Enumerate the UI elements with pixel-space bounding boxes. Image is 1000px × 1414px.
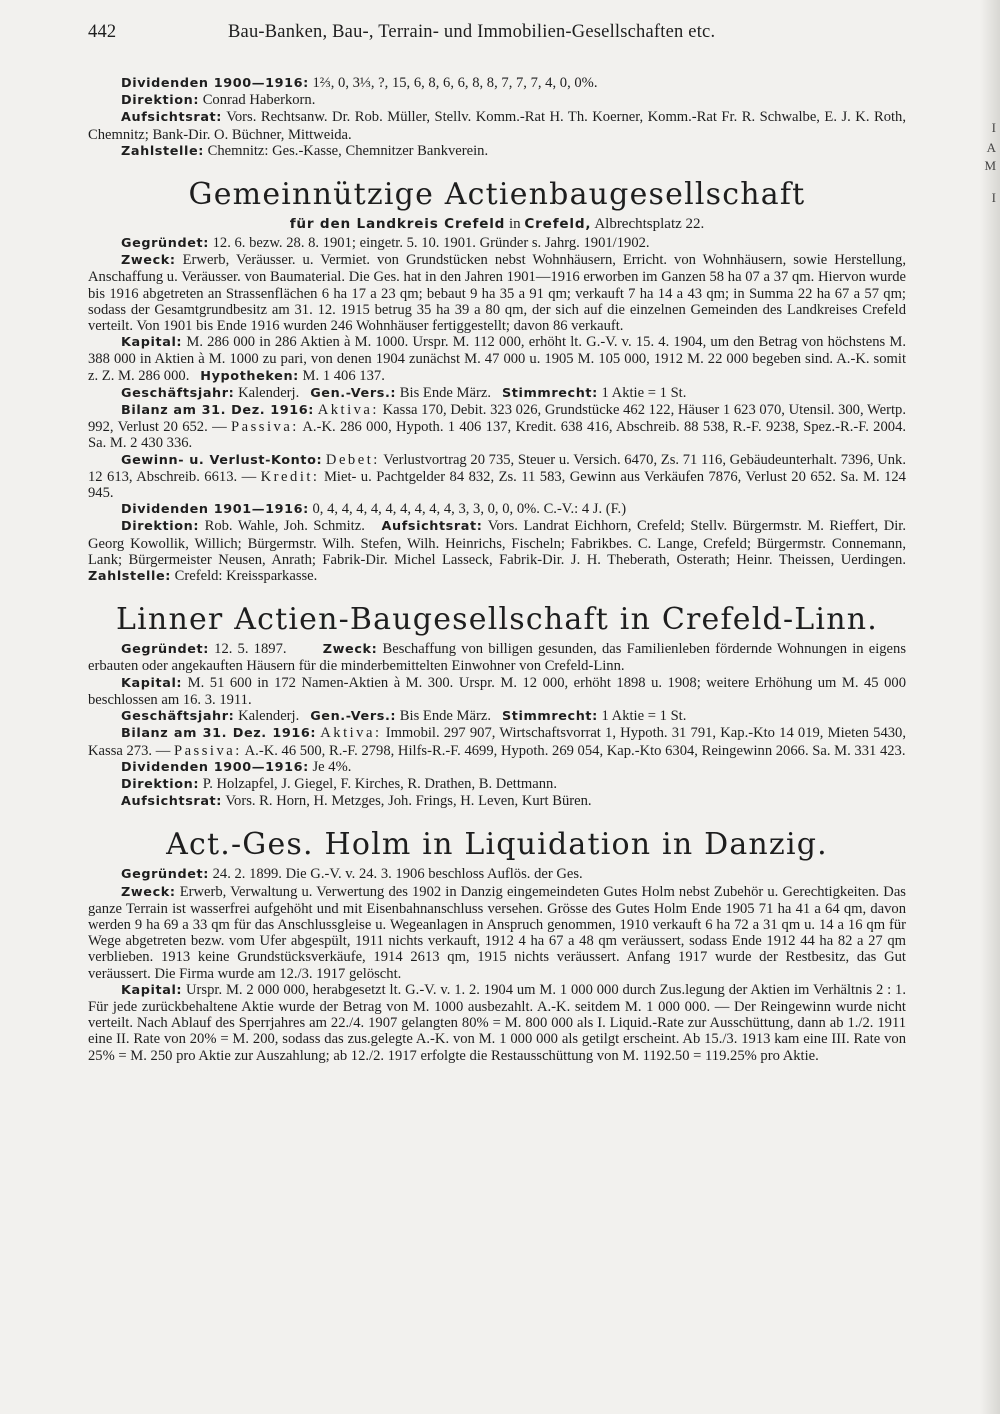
company-entry-holm — [88, 828, 906, 1063]
company-title: Act.-Ges. Holm in Liquidation in Danzig. — [166, 827, 828, 863]
direktion-line: Direktion: Conrad Haberkorn. — [121, 92, 316, 109]
page-header — [88, 22, 906, 43]
running-title: Bau-Banken, Bau-, Terrain- und Immobilien-Gesellschaften etc. — [228, 22, 716, 42]
company-entry-crefeld — [88, 178, 906, 585]
company-title: Linner Actien-Baugesellschaft in Crefeld-Linn. — [116, 602, 878, 638]
edge-letter: I — [991, 190, 996, 205]
company-title: Gemeinnützige Actienbaugesellschaft — [188, 177, 806, 213]
aufsichtsrat-line: Aufsichtsrat: Vors. R. Horn, H. Metzges, Joh. Frings, H. Leven, Kurt Büren. — [121, 793, 592, 810]
edge-letter: A — [986, 140, 996, 155]
previous-company-tail — [88, 75, 906, 160]
aufsichtsrat-para: Aufsichtsrat: Vors. Rechtsanw. Dr. Rob. Müller, Stellv. Komm.-Rat H. Th. Koerner, Komm.-Rat Fr. R. Schwalbe, E. J. K. Roth, Chemnitz; Bank-Dir. O. Büchner, Mittweida. — [88, 109, 906, 143]
company-subtitle: für den Landkreis Crefeld in Crefeld, Albrechtsplatz 22. — [289, 216, 705, 233]
bilanz-para: Bilanz am 31. Dez. 1916: Aktiva: Kassa 170, Debit. 323 026, Grundstücke 462 122, Häuser 1 623 070, Utensil. 300, Wertp. 992, Verlust 20 652. — Passiva: A.-K. 286 000, Hypoth. 1 406 137, Kredit. 638 416, Abschreib. 88 538, R.-F. 9238, Spez.-R.-F. 2004. Sa. M. 2 430 336. — [88, 402, 907, 452]
gewinn-verlust-para: Gewinn- u. Verlust-Konto: Debet: Verlustvortrag 20 735, Steuer u. Versich. 6470, Zs. 71 116, Gebäudeunterhalt. 7396, Unk. 12 613, Abschreib. 6613. — Kredit: Miet- u. Pachtgelder 84 832, Zs. 11 583, Gewinn aus Verkäufen 7876, Verlust 20 652. Sa. M. 124 945. — [88, 451, 906, 502]
gegruendet-zweck-para: Gegründet: 12. 5. 1897. Zweck: Beschaffung von billigen gesunden, das Familienleben fördernde Wohnungen in eigens erbauten oder angekauften Häusern für die minderbemittelten Einwohner von Crefeld-Linn. — [88, 641, 907, 675]
kapital-para: Kapital: M. 286 000 in 286 Aktien à M. 1000. Urspr. M. 112 000, erhöht lt. G.-V. v. 15. 4. 1904, um den Betrag von höchstens M. 388 000 in Aktien à M. 1000 zu pari, von denen 1904 zunächst M. 47 000 u. 1905 M. 105 000, 1912 M. 22 000 begeben sind. A.-K. somit z. Z. M. 286 000. Hypotheken: M. 1 406 137. — [88, 334, 907, 384]
zahlstelle-line: Zahlstelle: Chemnitz: Ges.-Kasse, Chemnitzer Bankverein. — [121, 142, 489, 159]
geschaeftsjahr-para: Geschäftsjahr: Kalenderj. Gen.-Vers.: Bis Ende März. Stimmrecht: 1 Aktie = 1 St. — [121, 384, 687, 401]
zweck-para: Zweck: Erwerb, Veräusser. u. Vermiet. von Grundstücken nebst Wohnhäusern, Erricht. von Wohnhäusern, sowie Herstellung, Anschaffung u. Veräusser. von Baumaterial. Die Ges. hat in den Jahren 1901—1916 erworben im Ganzen 58 ha 07 a 37 qm. Hiervon wurde bis 1916 abgetreten an Strassenflächen 6 ha 17 a 23 qm; bebaut 9 ha 35 a 91 qm; verkauft 7 ha 14 a 43 qm; in Summa 22 ha 67 a 57 qm; sodass der Gesamtgrundbesitz am 31. 12. 1915 betrug 35 ha 39 a 80 qm, der sich auf die einzelnen Gemeinden des Landkreises Crefeld verteilt. Von 1901 bis Ende 1916 wurden 246 Wohnhäuser fertiggestellt; davon 86 verkauft. — [88, 252, 906, 335]
kapital-para: Kapital: Urspr. M. 2 000 000, herabgesetzt lt. G.-V. v. 1. 2. 1904 um M. 1 000 000 durch Zus.legung der Aktien im Verhältnis 2 : 1. Für jede zurückbehaltene Aktie wurde der Betrag von M. 1000 ausbezahlt. A.-K. seitdem M. 1 000 000. — Der Reingewinn wurde nicht verteilt. Nach Ablauf des Sperrjahres am 22./4. 1907 gelangten 80% = M. 800 000 als I. Liquid.-Rate zur Ausschüttung, dann ab 1./2. 1911 eine II. Rate von 20% = M. 200, sodass das zus.gelegte A.-K. von M. 1 000 000 als getilgt erscheint. Ab 15./3. 1913 kam eine III. Rate von 25% = M. 250 pro Aktie zur Auszahlung; ab 12./2. 1917 erfolgte die Restausschüttung von M. 1192.50 = 119.25% pro Aktie. — [88, 981, 906, 1064]
page-number: 442 — [88, 22, 117, 42]
kapital-para: Kapital: M. 51 600 in 172 Namen-Aktien à M. 300. Urspr. M. 12 000, erhöht 1898 u. 1908; weitere Erhöhung um M. 45 000 beschlossen am 16. 3. 1911. — [88, 674, 906, 708]
dividenden-line: Dividenden 1900—1916: 1⅔, 0, 3⅓, ?, 15, 6, 8, 6, 6, 8, 8, 7, 7, 7, 4, 0, 0%. — [121, 75, 598, 91]
direktion-line: Direktion: P. Holzapfel, J. Giegel, F. Kirches, R. Drathen, B. Dettmann. — [121, 775, 557, 792]
zweck-para: Zweck: Erwerb, Verwaltung u. Verwertung des 1902 in Danzig eingemeindeten Gutes Holm nebst Zubehör u. Gerechtigkeiten. Das ganze Terrain ist wasserfrei aufgehöht und mit Eisenbahnanschluss versehen. Grösse des Gutes Holm Ende 1905 71 ha 41 a 64 qm, davon werden 9 ha 69 a 33 qm für das Anschlussgleise u. Wegeanlagen in Anspruch genommen, 1910 verkauft 6 ha 72 a 31 qm u. 14 a 16 qm für Wege abgetreten bezw. vom Ufer abgespült, 1911 nichts verkauft, 1912 4 ha 67 a 48 qm veräussert, sodass Ende 1912 44 ha 82 a 27 qm verblieben. 1913 keine Grundstücksverkäufe, 1914 2613 qm, 1915 nichts veräussert. Anfang 1917 wurde der Restbesitz, das Gut veräussert. Die Firma wurde am 12./3. 1917 gelöscht. — [88, 883, 906, 982]
company-entry-linn — [88, 603, 906, 810]
edge-letter: I — [991, 120, 996, 135]
direktion-aufsichtsrat-para: Direktion: Rob. Wahle, Joh. Schmitz. Aufsichtsrat: Vors. Landrat Eichhorn, Crefeld; Stellv. Bürgermstr. M. Rieffert, Dir. Georg Kowollik, Willich; Bürgermstr. Wilh. Stefen, Wilh. Heinrichs, Fischeln; Fabrikbes. C. Lange, Crefeld; Bürgermstr. Connemann, Lank; Bürgermeister Neusen, Anrath; Fabrik-Dir. Michel Lasseck, Fabrik-Dir. J. H. Theberath, Osterath; Heinr. Theissen, Uerdingen. Zahlstelle: Crefeld: Kreissparkasse. — [88, 518, 907, 585]
geschaeftsjahr-para: Geschäftsjahr: Kalenderj. Gen.-Vers.: Bis Ende März. Stimmrecht: 1 Aktie = 1 St. — [121, 708, 687, 725]
gegruendet-para: Gegründet: 12. 6. bezw. 28. 8. 1901; eingetr. 5. 10. 1901. Gründer s. Jahrg. 1901/1902. — [121, 235, 650, 252]
edge-letter: M — [984, 158, 996, 173]
document-page — [88, 22, 906, 1064]
dividenden-line: Dividenden 1900—1916: Je 4%. — [121, 758, 352, 775]
dividenden-para: Dividenden 1901—1916: 0, 4, 4, 4, 4, 4, 4, 4, 4, 4, 3, 3, 0, 0, 0%. C.-V.: 4 J. (F.) — [121, 501, 627, 518]
gegruendet-para: Gegründet: 24. 2. 1899. Die G.-V. v. 24. 3. 1906 beschloss Auflös. der Ges. — [121, 866, 583, 883]
next-page-edge — [980, 0, 1000, 1414]
bilanz-para: Bilanz am 31. Dez. 1916: Aktiva: Immobil. 297 907, Wirtschaftsvorrat 1, Hypoth. 31 791, Kap.-Kto 14 019, Mieten 5430, Kassa 273. — Passiva: A.-K. 46 500, R.-F. 2798, Hilfs-R.-F. 4699, Hypoth. 269 054, Kap.-Kto 6304, Reingewinn 2066. Sa. M. 331 423. — [88, 725, 906, 759]
